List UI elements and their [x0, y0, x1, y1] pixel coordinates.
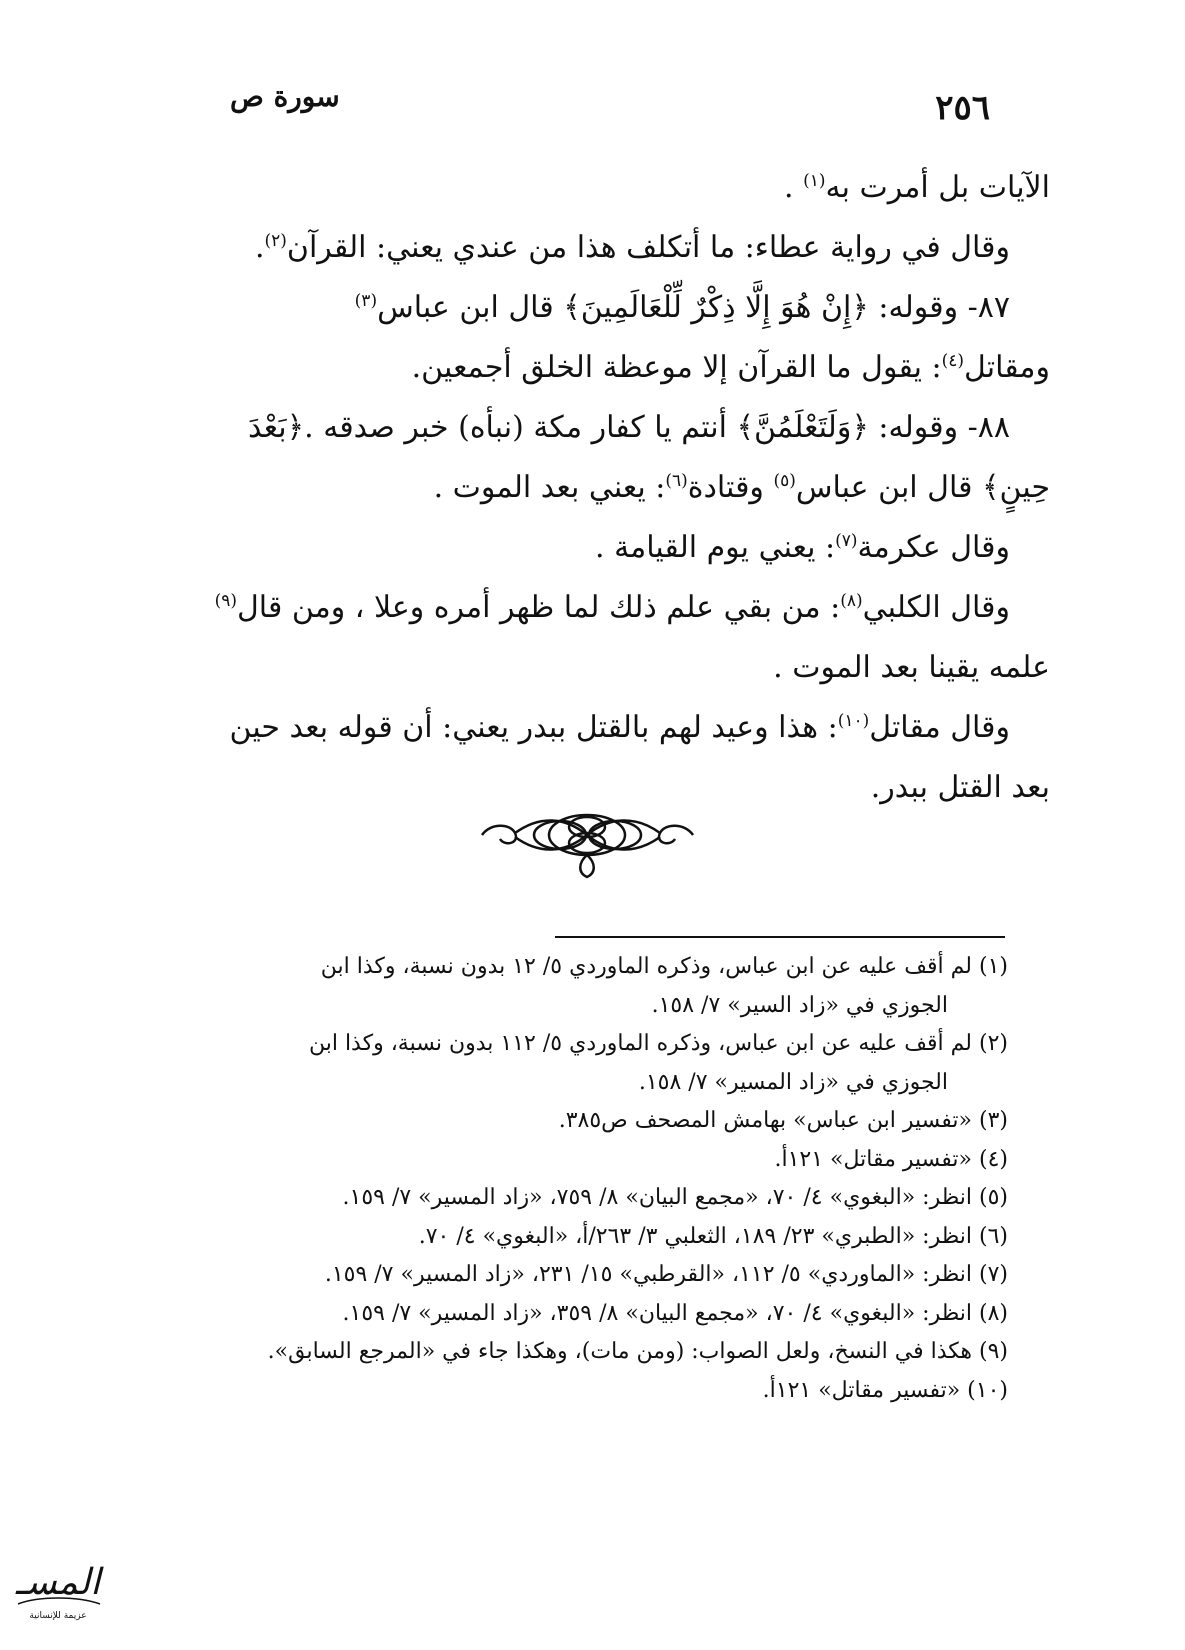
body-line: وقال في رواية عطاء: ما أتكلف هذا من عندي يعني: القرآن$^{(٢)}$. — [254, 230, 1010, 265]
body-line: حِينٍ﴾ قال ابن عباس$^{(٥)}$ وقتادة$^{(٦)}$: يعني بعد الموت . — [433, 470, 1050, 505]
surah-title: سورة ص — [230, 80, 340, 113]
body-line: بعد القتل ببدر. — [870, 770, 1050, 805]
footnote: (١٠) «تفسير مقاتل» ١٢١أ. — [762, 1377, 1008, 1403]
footnote: (٩) هكذا في النسخ، ولعل الصواب: (ومن مات)، وهكذا جاء في «المرجع السابق». — [267, 1339, 1008, 1364]
footnote: (٣) «تفسير ابن عباس» بهامش المصحف ص٣٨٥. — [558, 1108, 1008, 1133]
knot-ornament-icon — [470, 805, 705, 885]
body-line: وقال الكلبي$^{(٨)}$: من بقي علم ذلك لما ظهر أمره وعلا ، ومن قال$^{(٩)}$ — [214, 590, 1010, 625]
body-line: ٨٨- وقوله: ﴿وَلَتَعْلَمُنَّ﴾ أنتم يا كفار مكة (نبأه) خبر صدقه .﴿بَعْدَ — [248, 410, 1010, 445]
svg-text:المسـ: المسـ — [15, 1562, 101, 1603]
body-line: وقال عكرمة$^{(٧)}$: يعني يوم القيامة . — [595, 530, 1010, 565]
footnote: (٦) انظر: «الطبري» ٢٣/ ١٨٩، الثعلبي ٣/ ٢٦٣/أ، «البغوي» ٤/ ٧٠. — [418, 1223, 1008, 1249]
footnotes — [110, 948, 1008, 1410]
footnote: (٢) لم أقف عليه عن ابن عباس، وذكره الماوردي ٥/ ١١٢ بدون نسبة، وكذا ابن الجوزي في «زاد المسير» ٧/ ١٥٨. — [308, 1031, 1008, 1095]
body-line: علمه يقينا بعد الموت . — [773, 650, 1050, 685]
body-line: ٨٧- وقوله: ﴿إِنْ هُوَ إِلَّا ذِكْرٌ لِّلْعَالَمِينَ﴾ قال ابن عباس$^{(٣)}$ — [354, 290, 1010, 325]
svg-text:عزيمة للإنسانية: عزيمة للإنسانية — [29, 1611, 87, 1621]
page-number: ٢٥٦ — [935, 88, 990, 128]
footnote: (٧) انظر: «الماوردي» ٥/ ١١٢، «القرطبي» ١٥/ ٢٣١، «زاد المسير» ٧/ ١٥٩. — [324, 1262, 1008, 1287]
body-line: وقال مقاتل$^{(١٠)}$: هذا وعيد لهم بالقتل ببدر يعني: أن قوله بعد حين — [229, 710, 1010, 745]
footnote: (١) لم أقف عليه عن ابن عباس، وذكره الماوردي ٥/ ١٢ بدون نسبة، وكذا ابن الجوزي في «زاد السير» ٧/ ١٥٨. — [320, 954, 1008, 1018]
footnote-rule — [555, 936, 1005, 938]
footnote: (٤) «تفسير مقاتل» ١٢١أ. — [774, 1146, 1008, 1172]
footnote: (٥) انظر: «البغوي» ٤/ ٧٠، «مجمع البيان» ٨/ ٧٥٩، «زاد المسير» ٧/ ١٥٩. — [342, 1185, 1008, 1210]
publisher-logo — [8, 1546, 108, 1636]
body-line: الآيات بل أمرت به$^{(١)}$ . — [784, 170, 1050, 205]
footnote: (٨) انظر: «البغوي» ٤/ ٧٠، «مجمع البيان» ٨/ ٣٥٩، «زاد المسير» ٧/ ١٥٩. — [342, 1300, 1008, 1326]
page-header — [200, 80, 990, 130]
body-text — [120, 158, 1050, 818]
body-line: ومقاتل$^{(٤)}$: يقول ما القرآن إلا موعظة الخلق أجمعين. — [411, 350, 1050, 385]
